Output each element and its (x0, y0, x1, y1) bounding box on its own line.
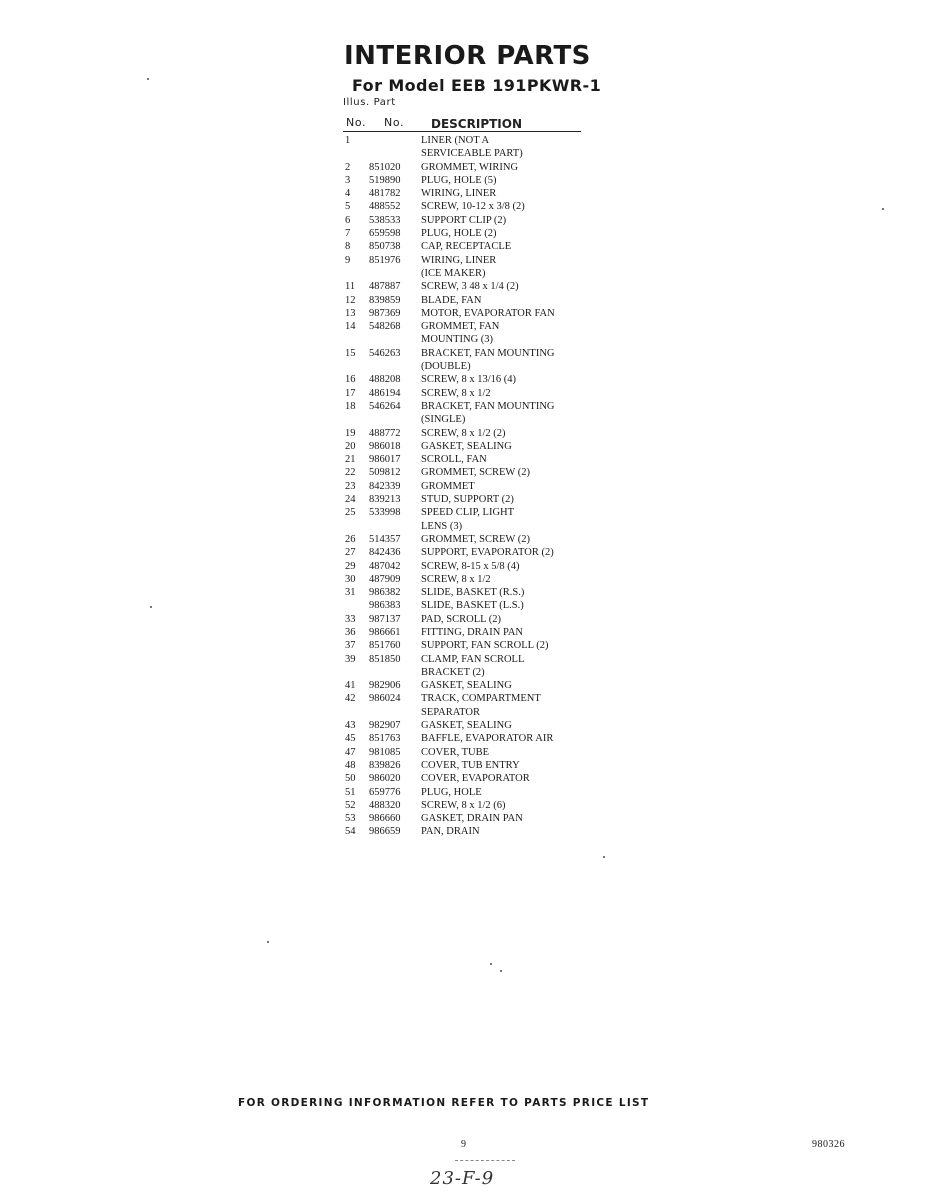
part-description: SUPPORT CLIP (2) (421, 214, 507, 226)
part-description: (DOUBLE) (421, 361, 471, 373)
part-number: 851850 (369, 653, 401, 665)
illus-number: 15 (345, 347, 356, 359)
part-description: WIRING, LINER (421, 254, 497, 266)
part-description: BRACKET, FAN MOUNTING (421, 347, 555, 359)
part-number: 986659 (369, 826, 401, 838)
part-number (369, 706, 421, 719)
part-number: 488552 (369, 201, 401, 213)
part-number: 850738 (369, 241, 401, 253)
illus-number: 2 (345, 161, 351, 173)
part-description: SERVICEABLE PART) (421, 148, 523, 160)
part-row (342, 400, 592, 413)
part-number: 487887 (369, 281, 401, 293)
model-subtitle: For Model EEB 191PKWR-1 (352, 76, 602, 95)
part-description: SCROLL, FAN (421, 454, 487, 466)
part-row (342, 480, 592, 493)
illus-number: 5 (345, 201, 351, 213)
part-row (342, 746, 592, 759)
part-description: SCREW, 8 x 1/2 (421, 387, 491, 399)
part-number: 851763 (369, 733, 401, 745)
part-number (369, 666, 421, 679)
part-row (342, 427, 592, 440)
illus-number (342, 333, 369, 346)
part-number: 546264 (369, 400, 401, 412)
part-description: SCREW, 8 x 1/2 (6) (421, 799, 506, 811)
illus-number: 54 (345, 826, 356, 838)
illus-number: 36 (345, 626, 356, 638)
part-number: 481782 (369, 188, 401, 200)
illus-no-header: No. (346, 116, 367, 129)
part-number: 851760 (369, 640, 401, 652)
part-description: SCREW, 8 x 1/2 (2) (421, 427, 506, 439)
part-description: SCREW, 3 48 x 1/4 (2) (421, 281, 519, 293)
part-number: 851976 (369, 254, 401, 266)
part-description: (SINGLE) (421, 414, 466, 426)
part-number: 982907 (369, 720, 401, 732)
part-number: 533998 (369, 507, 401, 519)
part-number (369, 333, 421, 346)
part-no-header: No. (384, 116, 405, 129)
part-row (342, 333, 592, 346)
part-description: PLUG, HOLE (421, 786, 482, 798)
illus-number: 53 (345, 813, 356, 825)
part-row (342, 307, 592, 320)
part-row (342, 825, 592, 838)
part-row (342, 546, 592, 559)
part-description: TRACK, COMPARTMENT (421, 693, 541, 705)
part-number: 987137 (369, 613, 401, 625)
part-description: STUD, SUPPORT (2) (421, 494, 514, 506)
part-number: 986018 (369, 440, 401, 452)
illus-number: 37 (345, 640, 356, 652)
illus-number (342, 147, 369, 160)
part-number: 982906 (369, 680, 401, 692)
illus-number (342, 413, 369, 426)
part-description: SEPARATOR (421, 706, 480, 718)
part-row (342, 387, 592, 400)
illus-number: 48 (345, 759, 356, 771)
illus-number: 22 (345, 467, 356, 479)
part-number: 839826 (369, 759, 401, 771)
scan-speck (500, 970, 502, 972)
part-description: GROMMET, FAN (421, 321, 500, 333)
illus-number: 21 (345, 454, 356, 466)
part-row (342, 653, 592, 666)
part-row (342, 453, 592, 466)
part-row (342, 267, 592, 280)
part-number: 488320 (369, 799, 401, 811)
part-description: SCREW, 10-12 x 3/8 (2) (421, 201, 525, 213)
illus-part-header: Illus. Part (343, 97, 396, 108)
part-row (342, 413, 592, 426)
part-row (342, 626, 592, 639)
part-row (342, 812, 592, 825)
illus-number: 27 (345, 547, 356, 559)
part-description: PAN, DRAIN (421, 826, 480, 838)
part-row (342, 280, 592, 293)
illus-number: 23 (345, 480, 356, 492)
illus-number: 19 (345, 427, 356, 439)
part-row (342, 187, 592, 200)
part-row (342, 786, 592, 799)
part-number (369, 134, 421, 147)
part-row (342, 679, 592, 692)
illus-number: 42 (345, 693, 356, 705)
part-row (342, 732, 592, 745)
illus-number: 31 (345, 587, 356, 599)
part-description: BAFFLE, EVAPORATOR AIR (421, 733, 554, 745)
part-row (342, 506, 592, 519)
illus-number: 24 (345, 494, 356, 506)
part-number: 488772 (369, 427, 401, 439)
part-description: PLUG, HOLE (2) (421, 228, 497, 240)
illus-number (342, 666, 369, 679)
part-number: 487042 (369, 560, 401, 572)
part-row (342, 360, 592, 373)
part-row (342, 347, 592, 360)
part-number: 986017 (369, 454, 401, 466)
handwriting-underline (455, 1160, 515, 1161)
part-number: 842436 (369, 547, 401, 559)
part-row (342, 214, 592, 227)
part-number: 986660 (369, 813, 401, 825)
illus-number: 14 (345, 321, 356, 333)
illus-number: 29 (345, 560, 356, 572)
part-row (342, 586, 592, 599)
part-number: 488208 (369, 374, 401, 386)
part-number: 538533 (369, 214, 401, 226)
part-number: 851020 (369, 161, 401, 173)
part-row (342, 706, 592, 719)
part-number (369, 413, 421, 426)
part-description: LENS (3) (421, 520, 463, 532)
illus-number: 8 (345, 241, 351, 253)
illus-number: 52 (345, 799, 356, 811)
part-description: SCREW, 8 x 13/16 (4) (421, 374, 516, 386)
part-description: SUPPORT, FAN SCROLL (2) (421, 640, 549, 652)
part-description: MOTOR, EVAPORATOR FAN (421, 307, 555, 319)
document-number: 980326 (812, 1139, 845, 1150)
illus-number: 30 (345, 573, 356, 585)
part-number: 981085 (369, 746, 401, 758)
part-row (342, 200, 592, 213)
part-description: GROMMET (421, 480, 475, 492)
part-description: FITTING, DRAIN PAN (421, 626, 523, 638)
part-row (342, 520, 592, 533)
illus-number: 33 (345, 613, 356, 625)
part-number: 986382 (369, 587, 401, 599)
illus-number: 11 (345, 281, 356, 293)
part-description: WIRING, LINER (421, 188, 497, 200)
scan-speck (603, 856, 605, 858)
illus-number: 16 (345, 374, 356, 386)
part-number: 548268 (369, 321, 401, 333)
part-row (342, 666, 592, 679)
part-row (342, 227, 592, 240)
illus-number: 26 (345, 533, 356, 545)
part-description: COVER, TUB ENTRY (421, 759, 520, 771)
scan-speck (150, 606, 152, 608)
part-number: 987369 (369, 307, 401, 319)
illus-number: 7 (345, 228, 351, 240)
part-description: GROMMET, WIRING (421, 161, 519, 173)
handwritten-note: 23-F-9 (430, 1168, 495, 1189)
part-row (342, 613, 592, 626)
illus-number: 51 (345, 786, 356, 798)
illus-number: 13 (345, 307, 356, 319)
part-row (342, 719, 592, 732)
illus-number: 3 (345, 174, 351, 186)
part-number: 986383 (369, 600, 401, 612)
illus-number (342, 706, 369, 719)
part-number: 546263 (369, 347, 401, 359)
part-description: SPEED CLIP, LIGHT (421, 507, 515, 519)
part-row (342, 493, 592, 506)
illus-number: 4 (345, 188, 351, 200)
part-description: SLIDE, BASKET (R.S.) (421, 587, 525, 599)
part-description: BRACKET, FAN MOUNTING (421, 400, 555, 412)
header-divider (343, 131, 581, 132)
part-number: 986020 (369, 773, 401, 785)
part-number: 842339 (369, 480, 401, 492)
scan-speck (147, 78, 149, 80)
scan-speck (267, 941, 269, 943)
part-number: 986661 (369, 626, 401, 638)
part-number (369, 520, 421, 533)
illus-number (342, 360, 369, 373)
part-description: COVER, TUBE (421, 746, 490, 758)
illus-number: 12 (345, 294, 356, 306)
ordering-note: FOR ORDERING INFORMATION REFER TO PARTS PRICE LIST (238, 1097, 650, 1109)
illus-number: 45 (345, 733, 356, 745)
part-row (342, 254, 592, 267)
illus-number: 47 (345, 746, 356, 758)
illus-number (342, 599, 369, 612)
part-description: CAP, RECEPTACLE (421, 241, 512, 253)
part-description: BLADE, FAN (421, 294, 482, 306)
illus-number: 1 (345, 135, 351, 146)
part-number: 839859 (369, 294, 401, 306)
part-description: GROMMET, SCREW (2) (421, 533, 530, 545)
scan-speck (490, 963, 492, 965)
part-row (342, 759, 592, 772)
part-row (342, 772, 592, 785)
illus-number: 17 (345, 387, 356, 399)
part-description: GASKET, SEALING (421, 680, 512, 692)
part-number (369, 360, 421, 373)
illus-number: 20 (345, 440, 356, 452)
illus-number: 6 (345, 214, 351, 226)
part-description: COVER, EVAPORATOR (421, 773, 530, 785)
part-description: BRACKET (2) (421, 666, 485, 678)
part-description: SLIDE, BASKET (L.S.) (421, 600, 524, 612)
part-description: CLAMP, FAN SCROLL (421, 653, 525, 665)
part-row (342, 639, 592, 652)
illus-number: 9 (345, 254, 351, 266)
part-number: 659776 (369, 786, 401, 798)
parts-list (342, 134, 592, 839)
part-row (342, 294, 592, 307)
illus-number (342, 520, 369, 533)
illus-number: 41 (345, 680, 356, 692)
part-row (342, 560, 592, 573)
part-description: GROMMET, SCREW (2) (421, 467, 530, 479)
part-row (342, 466, 592, 479)
part-row (342, 174, 592, 187)
part-description: PAD, SCROLL (2) (421, 613, 502, 625)
part-row (342, 599, 592, 612)
part-number: 487909 (369, 573, 401, 585)
page-number: 9 (461, 1139, 466, 1150)
part-description: GASKET, DRAIN PAN (421, 813, 523, 825)
part-description: SUPPORT, EVAPORATOR (2) (421, 547, 554, 559)
part-number (369, 267, 421, 280)
part-row (342, 692, 592, 705)
part-description: SCREW, 8-15 x 5/8 (4) (421, 560, 520, 572)
part-number: 486194 (369, 387, 401, 399)
part-number: 519890 (369, 174, 401, 186)
description-header: DESCRIPTION (431, 117, 523, 131)
illus-number: 25 (345, 507, 356, 519)
part-row (342, 533, 592, 546)
part-description: PLUG, HOLE (5) (421, 174, 497, 186)
illus-number: 18 (345, 400, 356, 412)
illus-number (342, 267, 369, 280)
part-row (342, 134, 592, 147)
scan-speck (882, 208, 884, 210)
illus-number: 50 (345, 773, 356, 785)
part-row (342, 573, 592, 586)
illus-number: 43 (345, 720, 356, 732)
part-number: 659598 (369, 228, 401, 240)
part-row (342, 373, 592, 386)
part-number: 514357 (369, 533, 401, 545)
illus-number: 39 (345, 653, 356, 665)
part-number: 986024 (369, 693, 401, 705)
part-description: SCREW, 8 x 1/2 (421, 573, 491, 585)
part-row (342, 240, 592, 253)
part-number (369, 147, 421, 160)
part-row (342, 799, 592, 812)
part-description: (ICE MAKER) (421, 267, 486, 279)
part-number: 509812 (369, 467, 401, 479)
part-description: GASKET, SEALING (421, 720, 512, 732)
part-description: LINER (NOT A (421, 135, 490, 146)
part-row (342, 440, 592, 453)
part-number: 839213 (369, 494, 401, 506)
part-row (342, 147, 592, 160)
part-description: GASKET, SEALING (421, 440, 512, 452)
part-description: MOUNTING (3) (421, 334, 494, 346)
part-row (342, 161, 592, 174)
page-title: INTERIOR PARTS (344, 41, 591, 71)
part-row (342, 320, 592, 333)
